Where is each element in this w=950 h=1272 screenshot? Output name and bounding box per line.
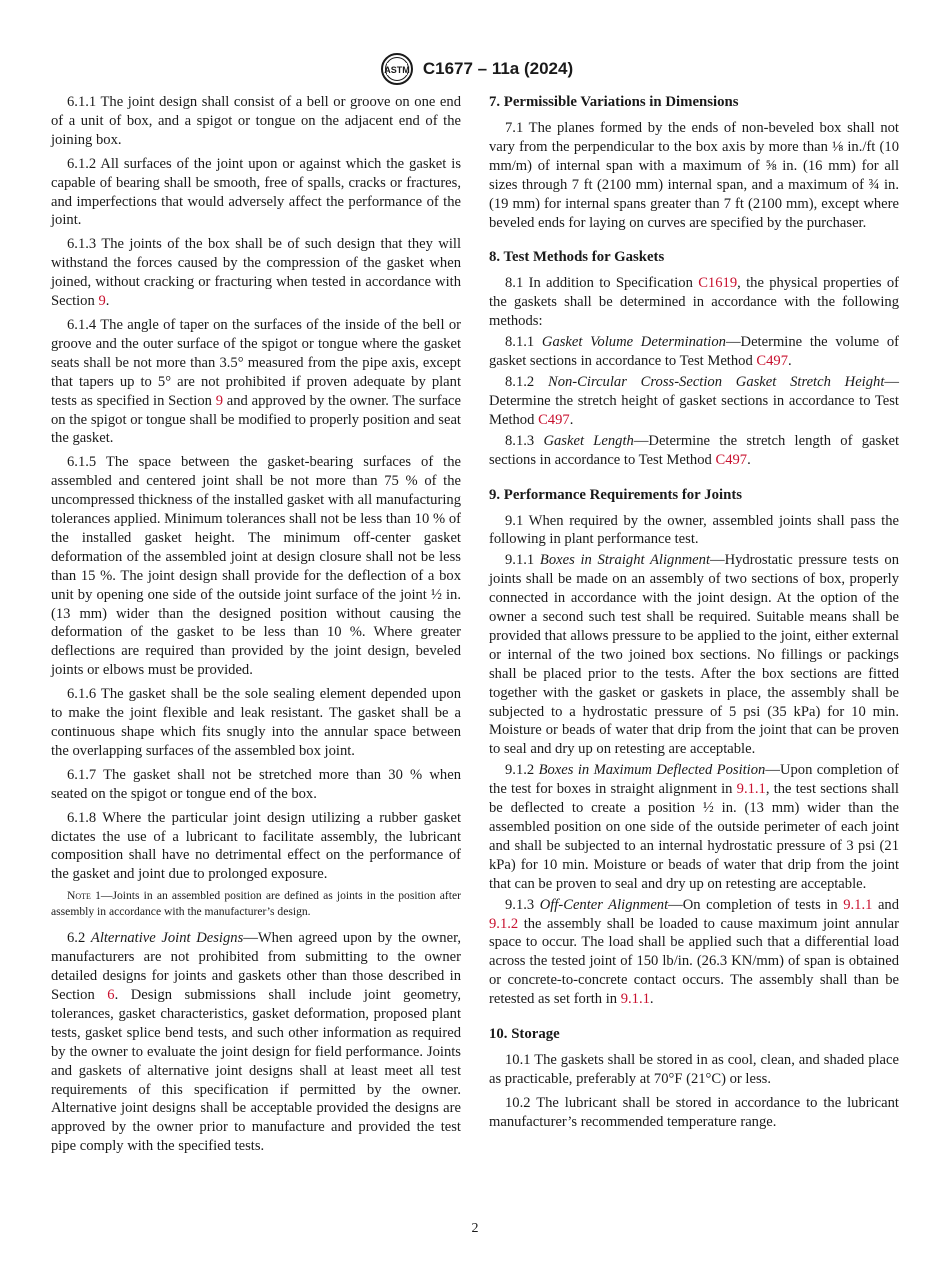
right-column [489, 93, 899, 1132]
paragraph-6-1-4: 6.1.4 The angle of taper on the surfaces of the inside of the bell or groove and the outer surface of the spigot or tongue where the gasket seats shall be not more than 3.5° measured from the pipe axis, except that tapers up to 5° are not prohibited if proven adequate by plant tests as specified in Section 9 and approved by the owner. The surface on the spigot or tongue shall be modified to properly position and seat the gasket. [51, 316, 461, 447]
section-9-1-1-link[interactable]: 9.1.1 [620, 991, 650, 1008]
section-8-heading: 8. Test Methods for Gaskets [489, 249, 665, 266]
section-9-1-1-link[interactable]: 9.1.1 [843, 896, 873, 913]
page-header [0, 52, 950, 86]
paragraph-6-1-8: 6.1.8 Where the particular joint design utilizing a rubber gasket dictates the use of a lubricant to facilitate assembly, the lubricant composition shall have no detrimental effect on the performance of the gasket and joint due to prolonged exposure. [51, 809, 461, 883]
paragraph-6-1-1: 6.1.1 The joint design shall consist of a bell or groove on one end of a unit of box, and a spigot or tongue on the adjacent end of the joining box. [51, 94, 461, 148]
paragraph-9-1: 9.1 When required by the owner, assembled joints shall pass the following in plant performance test. [489, 512, 899, 548]
document-designation: C1677 – 11a (2024) [422, 59, 574, 78]
section-9-link[interactable]: 9 [215, 392, 224, 409]
paragraph-8-1-1: 8.1.1 Gasket Volume Determination—Determine the volume of gasket sections in accordance to Test Method C497. [489, 334, 900, 370]
c497-link[interactable]: C497 [756, 353, 789, 370]
c1619-link[interactable]: C1619 [698, 275, 738, 292]
paragraph-10-2: 10.2 The lubricant shall be stored in accordance to the lubricant manufacturer’s recommended temperature range. [489, 1094, 899, 1130]
paragraph-8-1-3: 8.1.3 Gasket Length—Determine the stretch length of gasket sections in accordance to Test Method C497. [489, 432, 899, 468]
paragraph-6-1-5: 6.1.5 The space between the gasket-bearing surfaces of the assembled and centered joint shall be not more than 75 % of the uncompressed thickness of the installed gasket with all manufacturing tolerances applied. Minimum tolerances shall not be less than 10 % of the installed gasket height. The minimum off-center gasket deformation of the assembled joint at design closure shall not be less than 15 %. The joint design shall provide for the deflection of a box unit by opening one side of the outside joint surface of the joint ½ in. (13 mm) wider than the designed position without causing the deformation of the gasket to be less than 10 %. Where greater deflections are required than provided by the joint design, beveled joints or elbows must be provided. [51, 454, 461, 679]
paragraph-8-1: 8.1 In addition to Specification C1619, the physical properties of the gaskets shall be determined in accordance with the following methods: [489, 275, 900, 330]
section-9-link[interactable]: 9 [98, 293, 106, 310]
paragraph-8-1-2: 8.1.2 Non-Circular Cross-Section Gasket Stretch Height—Determine the stretch height of gasket sections in accordance to Test Method C497. [489, 373, 899, 428]
note-1: Note 1—Joints in an assembled position are defined as joints in the position after assembly in accordance with the manufacturer’s design. [51, 889, 461, 919]
paragraph-6-1-6: 6.1.6 The gasket shall be the sole sealing element depended upon to make the joint flexible and leak resistant. The gasket shall be a continuous shape which fits snugly into the annular space between the overlapping surfaces of the assembled box joint. [51, 686, 461, 759]
logo-text: ASTM [384, 65, 410, 75]
section-7-heading: 7. Permissible Variations in Dimensions [489, 94, 739, 110]
section-10-heading: 10. Storage [489, 1026, 560, 1043]
section-9-1-2-link[interactable]: 9.1.2 [489, 915, 519, 932]
paragraph-6-2: 6.2 Alternative Joint Designs—When agreed upon by the owner, manufacturers are not prohibited from submitting to the owner detailed designs for joints and gaskets other than those described in Section 6. Design submissions shall include joint geometry, tolerances, gasket characteristics, gasket deformation, proposed plant tests, gasket splice bend tests, and such other information as required by the owner to evaluate the joint design for field performance. Joints and gaskets of alternative joint designs shall at least meet all test requirements of this specification if permitted by the owner. Alternative joint designs shall be acceptable provided the designs are approved by the owner prior to manufacture and provided the test pipe comply with the specified tests. [51, 930, 461, 1155]
paragraph-6-1-2: 6.1.2 All surfaces of the joint upon or against which the gasket is capable of bearing shall be smooth, free of spalls, cracks or fractures, and imperfections that would adversely affect the performance of the joint. [51, 155, 462, 229]
c497-link[interactable]: C497 [538, 411, 570, 428]
section-6-link[interactable]: 6 [107, 986, 115, 1003]
page-number: 2 [471, 1221, 479, 1236]
paragraph-9-1-3: 9.1.3 Off-Center Alignment—On completion of tests in 9.1.1 and 9.1.2 the assembly shall be loaded to cause maximum joint annular space to occur. The load shall be applied such that a differential load across the tested joint of 150 lb/in. (26.3 KN/mm) of span is obtained or concrete-to-concrete contact occurs. The assembly shall than be retested as set forth in 9.1.1. [489, 896, 900, 1008]
paragraph-10-1: 10.1 The gaskets shall be stored in as cool, clean, and shaded place as practicable, preferably at 70°F (21°C) or less. [489, 1052, 899, 1087]
left-column [51, 93, 461, 1156]
section-9-1-1-link[interactable]: 9.1.1 [736, 781, 766, 798]
paragraph-9-1-1: 9.1.1 Boxes in Straight Alignment—Hydrostatic pressure tests on joints shall be made on an assembly of two sections of box, properly connected in accordance with the joint design. At the option of the owner a second such test shall be required. Suitable means shall be provided that allows pressure to be applied to the joint, either external or internal of the two joined box sections. No fillings or packings shall be placed prior to the tests. After the box sections are fitted together with the gasket or gaskets in place, the assembly shall be subjected to a hydrostatic pressure of 5 psi (35 kPa) for 10 min. Moisture or beads of water that drip from the joint that can be proven to seal and dry up on retesting are acceptable. [489, 552, 899, 758]
paragraph-7-1: 7.1 The planes formed by the ends of non-beveled box shall not vary from the perpendicular to the box axis by more than ⅛ in./ft (10 mm/m) of internal span with a maximum of ⅝ in. (16 mm) for all sizes through 7 ft (2100 mm) internal span, and a maximum of ¾ in. (19 mm) for internal spans greater than 7 ft (2100 mm), except where beveled ends for laying on curves are specified by the purchaser. [489, 120, 899, 231]
paragraph-9-1-2: 9.1.2 Boxes in Maximum Deflected Position—Upon completion of the test for boxes in straight alignment in 9.1.1, the test sections shall be deflected to create a position ½ in. (13 mm) wider than the assembled position on one side of the outside perimeter of each joint and shall be subjected to an internal hydrostatic pressure of 3 psi (21 kPa) for 10 min. Moisture or beads of water that drip from the joint that can be proven to seal and dry up on retesting are acceptable. [489, 762, 899, 892]
c497-link[interactable]: C497 [715, 451, 748, 468]
section-9-heading: 9. Performance Requirements for Joints [489, 486, 742, 503]
paragraph-6-1-3: 6.1.3 The joints of the box shall be of such design that they will withstand the forces caused by the compression of the gasket when joined, without cracking or fracturing when tested in accordance with Section 9. [51, 236, 461, 310]
astm-logo-icon [377, 52, 417, 86]
paragraph-6-1-7: 6.1.7 The gasket shall not be stretched more than 30 % when seated on the spigot or tongue end of the box. [51, 766, 461, 802]
